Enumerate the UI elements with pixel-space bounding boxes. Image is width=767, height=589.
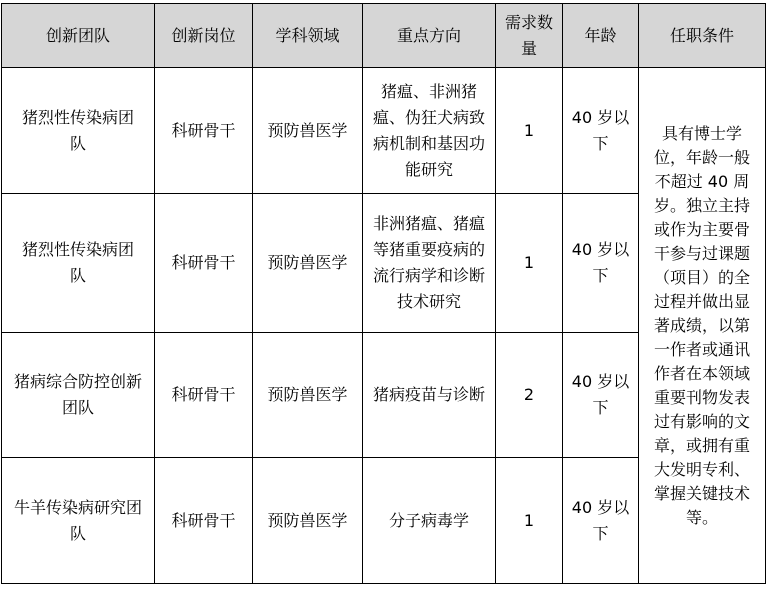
cell-count: 2 <box>496 333 563 458</box>
cell-count: 1 <box>496 458 563 584</box>
cell-direction: 猪病疫苗与诊断 <box>363 333 496 458</box>
cell-position: 科研骨干 <box>155 68 253 194</box>
recruitment-table <box>1 3 766 584</box>
cell-field: 预防兽医学 <box>253 68 363 194</box>
cell-count: 1 <box>496 194 563 333</box>
header-row <box>2 4 766 68</box>
table-row <box>2 68 766 194</box>
cell-position: 科研骨干 <box>155 458 253 584</box>
cell-requirements: 具有博士学位，年龄一般不超过 40 周岁。独立主持或作为主要骨干参与过课题（项目）的全过程并做出显著成绩，以第一作者或通讯作者在本领域重要刊物发表过有影响的文章，或拥有重大发明专利、掌握关键技术等。 <box>639 68 766 584</box>
cell-team: 猪烈性传染病团队 <box>2 68 155 194</box>
header-team: 创新团队 <box>2 4 155 68</box>
header-age: 年龄 <box>563 4 639 68</box>
header-field: 学科领域 <box>253 4 363 68</box>
cell-direction: 猪瘟、非洲猪瘟、伪狂犬病致病机制和基因功能研究 <box>363 68 496 194</box>
cell-age: 40 岁以下 <box>563 458 639 584</box>
header-direction: 重点方向 <box>363 4 496 68</box>
cell-count: 1 <box>496 68 563 194</box>
cell-position: 科研骨干 <box>155 333 253 458</box>
cell-direction: 分子病毒学 <box>363 458 496 584</box>
cell-position: 科研骨干 <box>155 194 253 333</box>
cell-field: 预防兽医学 <box>253 194 363 333</box>
cell-team: 猪病综合防控创新团队 <box>2 333 155 458</box>
header-count: 需求数量 <box>496 4 563 68</box>
cell-team: 牛羊传染病研究团队 <box>2 458 155 584</box>
header-position: 创新岗位 <box>155 4 253 68</box>
cell-age: 40 岁以下 <box>563 333 639 458</box>
cell-field: 预防兽医学 <box>253 333 363 458</box>
cell-age: 40 岁以下 <box>563 194 639 333</box>
cell-direction: 非洲猪瘟、猪瘟等猪重要疫病的流行病学和诊断技术研究 <box>363 194 496 333</box>
cell-team: 猪烈性传染病团队 <box>2 194 155 333</box>
cell-field: 预防兽医学 <box>253 458 363 584</box>
cell-age: 40 岁以下 <box>563 68 639 194</box>
header-requirements: 任职条件 <box>639 4 766 68</box>
